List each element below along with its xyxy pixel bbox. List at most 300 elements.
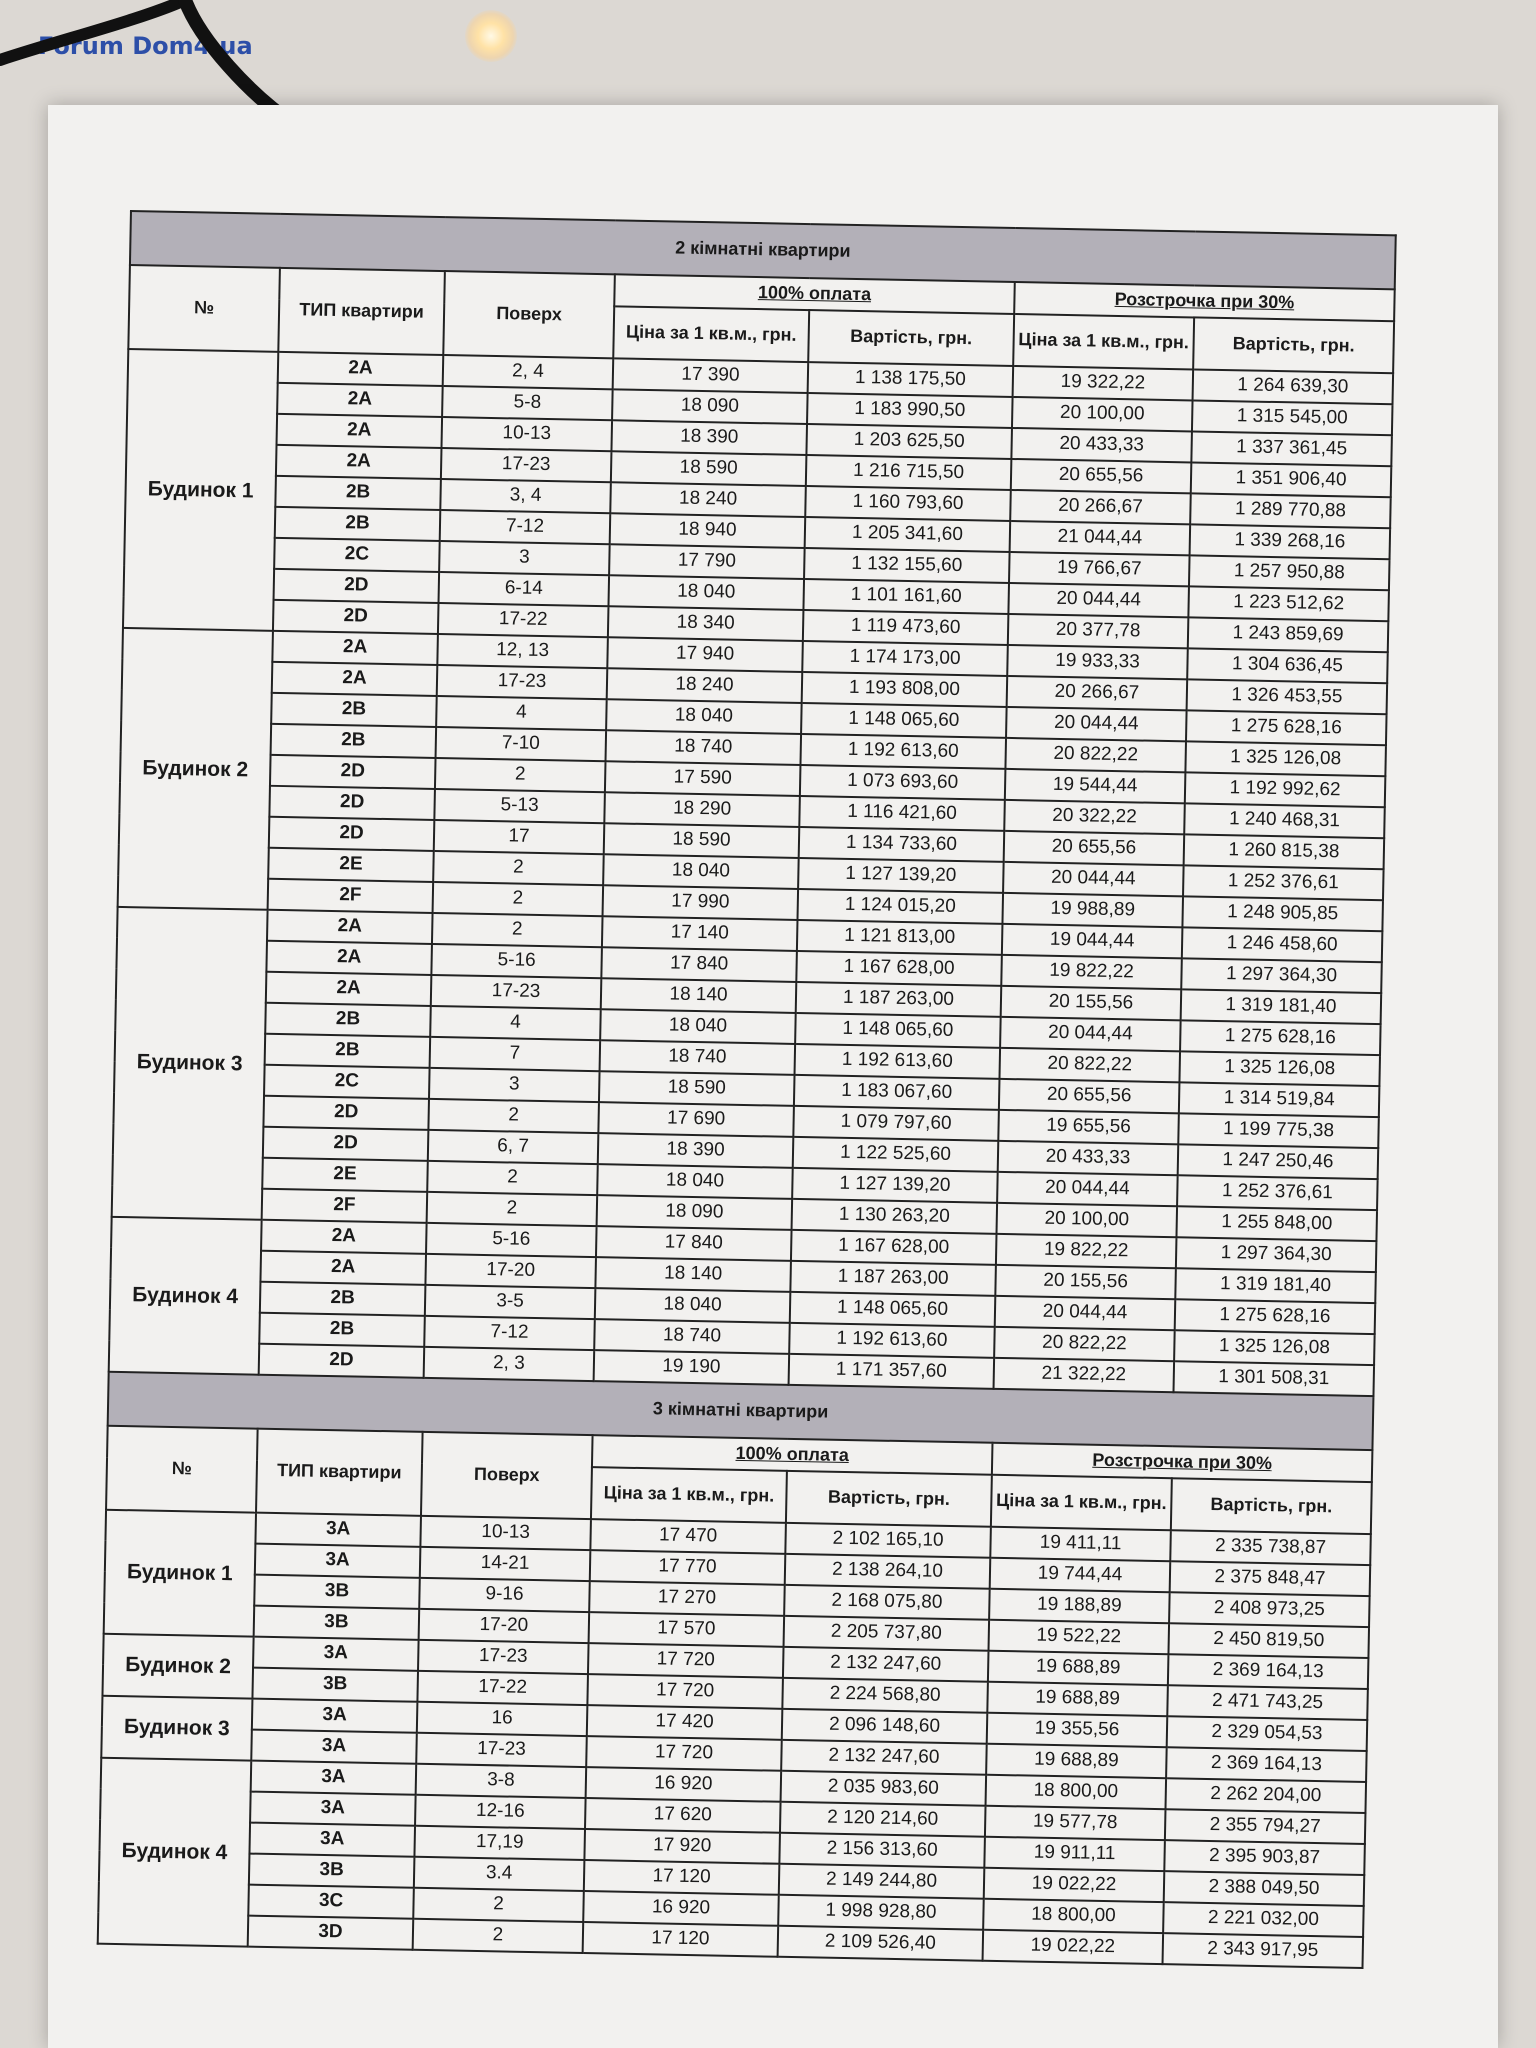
apartment-type: 2В [265,1034,431,1068]
header-floor: Поверх [443,271,615,358]
floor: 2 [413,1919,584,1953]
full-price-per-m2: 17 140 [602,916,798,951]
installment-price-per-m2: 20 655,56 [999,1079,1180,1113]
apartment-type: 2С [274,538,440,572]
apartment-type: 2А [267,910,433,944]
full-price-per-m2: 17 690 [598,1102,794,1137]
full-price-per-m2: 18 040 [608,575,804,610]
installment-total: 1 289 770,88 [1190,493,1391,528]
apartment-type: 2А [272,631,438,665]
floor: 16 [417,1702,588,1736]
full-price-per-m2: 17 840 [596,1226,792,1261]
full-total: 1 124 015,20 [797,889,1003,924]
installment-total: 1 246 458,60 [1182,927,1383,962]
floor: 2 [433,882,604,916]
installment-price-per-m2: 19 322,22 [1013,366,1194,400]
full-price-per-m2: 17 990 [603,885,799,920]
full-price-per-m2: 18 740 [600,1040,796,1075]
full-total: 1 148 065,60 [801,703,1007,738]
installment-price-per-m2: 20 266,67 [1007,676,1188,710]
full-total: 1 193 808,00 [802,672,1008,707]
installment-price-per-m2: 20 044,44 [1000,1017,1181,1051]
floor: 10-13 [420,1516,591,1550]
installment-total: 1 260 815,38 [1184,834,1385,869]
installment-total: 1 275 628,16 [1180,1020,1381,1055]
full-price-per-m2: 16 920 [583,1891,779,1926]
full-price-per-m2: 18 040 [600,1009,796,1044]
full-total: 1 122 525,60 [793,1137,999,1172]
full-total: 1 171 357,60 [789,1354,995,1389]
installment-price-per-m2: 20 044,44 [1006,707,1187,741]
house-name: Будинок 4 [109,1217,262,1375]
floor: 5-13 [434,789,605,823]
installment-price-per-m2: 19 988,89 [1002,893,1183,927]
full-price-per-m2: 18 240 [610,482,806,517]
apartment-type: 2В [259,1313,425,1347]
apartment-type: 2А [266,941,432,975]
installment-price-per-m2: 20 433,33 [998,1141,1179,1175]
full-total: 1 101 161,60 [803,579,1009,614]
installment-total: 1 275 628,16 [1175,1299,1376,1334]
full-price-per-m2: 17 270 [589,1581,785,1616]
header-type: ТИП квартири [278,268,445,355]
floor: 17-23 [416,1733,587,1767]
apartment-type: 3В [254,1575,420,1609]
floor: 12-16 [415,1795,586,1829]
apartment-type: 3D [248,1916,414,1950]
installment-total: 1 351 906,40 [1191,462,1392,497]
floor: 6, 7 [428,1130,599,1164]
full-total: 1 148 065,60 [790,1292,996,1327]
installment-total: 2 450 819,50 [1168,1623,1369,1658]
floor: 5-16 [426,1223,597,1257]
installment-total: 1 326 453,55 [1187,679,1388,714]
installment-total: 1 252 376,61 [1183,865,1384,900]
installment-total: 1 301 508,31 [1173,1361,1374,1396]
installment-price-per-m2: 21 322,22 [994,1358,1175,1392]
apartment-type: 2D [274,569,440,603]
full-total: 1 187 263,00 [790,1261,996,1296]
floor: 7 [430,1037,601,1071]
floor: 17-20 [425,1254,596,1288]
installment-total: 1 325 126,08 [1179,1051,1380,1086]
full-total: 1 205 341,60 [805,517,1011,552]
installment-total: 1 199 775,38 [1178,1113,1379,1148]
header-no: № [106,1426,258,1513]
installment-total: 2 343 917,95 [1163,1933,1364,1968]
floor: 3 [429,1068,600,1102]
installment-total: 2 221 032,00 [1163,1902,1364,1937]
floor: 3-8 [416,1764,587,1798]
floor: 2, 3 [424,1347,595,1381]
floor: 9-16 [419,1578,590,1612]
header-price-per-m2: Ціна за 1 кв.м., грн. [991,1475,1172,1530]
full-price-per-m2: 18 040 [606,699,802,734]
full-price-per-m2: 17 120 [584,1860,780,1895]
full-price-per-m2: 17 720 [587,1674,783,1709]
installment-price-per-m2: 19 822,22 [996,1234,1177,1268]
floor: 3, 4 [440,479,611,513]
header-total: Вартість, грн. [808,310,1014,366]
full-price-per-m2: 18 590 [604,823,800,858]
floor: 17-20 [419,1609,590,1643]
house-name: Будинок 2 [102,1634,253,1699]
full-total: 2 132 247,60 [781,1740,987,1775]
header-total: Вартість, грн. [786,1471,992,1527]
full-total: 1 192 613,60 [800,734,1006,769]
full-price-per-m2: 18 090 [597,1195,793,1230]
apartment-type: 3А [252,1699,418,1733]
header-type: ТИП квартири [256,1429,423,1516]
floor: 17-23 [418,1640,589,1674]
installment-total: 1 315 545,00 [1192,400,1393,435]
installment-price-per-m2: 20 100,00 [997,1203,1178,1237]
full-total: 1 183 067,60 [794,1075,1000,1110]
full-price-per-m2: 18 390 [611,420,807,455]
installment-price-per-m2: 19 188,89 [989,1589,1170,1623]
apartment-type: 3А [250,1792,416,1826]
apartment-type: 3В [249,1854,415,1888]
apartment-type: 2D [263,1096,429,1130]
full-total: 1 187 263,00 [796,982,1002,1017]
floor: 7-10 [436,727,607,761]
apartment-type: 2С [264,1065,430,1099]
floor: 17-23 [437,665,608,699]
apartment-type: 2А [276,445,442,479]
apartment-type: 3А [255,1513,421,1547]
price-list [97,210,1395,1969]
installment-total: 2 262 204,00 [1165,1778,1366,1813]
full-total: 1 134 733,60 [799,827,1005,862]
full-total: 1 127 139,20 [798,858,1004,893]
floor: 2 [427,1161,598,1195]
full-price-per-m2: 17 720 [588,1643,784,1678]
full-price-per-m2: 18 590 [599,1071,795,1106]
floor: 12, 13 [437,634,608,668]
header-installment: Розстрочка при 30% [992,1443,1373,1482]
full-price-per-m2: 17 390 [613,358,809,393]
installment-price-per-m2: 20 655,56 [1004,831,1185,865]
installment-total: 2 375 848,47 [1170,1561,1371,1596]
full-price-per-m2: 18 040 [597,1164,793,1199]
floor: 2 [428,1099,599,1133]
floor: 2 [413,1888,584,1922]
header-total: Вартість, грн. [1171,1478,1372,1534]
apartment-type: 2D [269,786,435,820]
floor: 7-12 [440,510,611,544]
full-price-per-m2: 18 390 [598,1133,794,1168]
installment-total: 1 325 126,08 [1185,741,1386,776]
installment-price-per-m2: 20 322,22 [1004,800,1185,834]
floor: 6-14 [439,572,610,606]
installment-price-per-m2: 19 577,78 [985,1806,1166,1840]
installment-price-per-m2: 18 800,00 [986,1775,1167,1809]
full-price-per-m2: 18 040 [595,1288,791,1323]
full-total: 1 121 813,00 [797,920,1003,955]
apartment-type: 2F [268,879,434,913]
installment-price-per-m2: 20 266,67 [1010,490,1191,524]
apartment-type: 3А [251,1761,417,1795]
floor: 17-22 [417,1671,588,1705]
installment-price-per-m2: 20 155,56 [1001,986,1182,1020]
floor: 2, 4 [443,355,614,389]
apartment-type: 3А [255,1544,421,1578]
apartment-type: 2В [275,476,441,510]
full-price-per-m2: 17 420 [587,1705,783,1740]
full-price-per-m2: 18 090 [612,389,808,424]
floor: 17-23 [441,448,612,482]
installment-price-per-m2: 20 433,33 [1011,428,1192,462]
floor: 2 [435,758,606,792]
floor: 2 [433,851,604,885]
header-installment: Розстрочка при 30% [1014,282,1395,321]
full-total: 1 119 473,60 [803,610,1009,645]
full-price-per-m2: 17 620 [585,1798,781,1833]
installment-total: 1 243 859,69 [1188,617,1389,652]
installment-price-per-m2: 19 766,67 [1009,552,1190,586]
installment-total: 1 240 468,31 [1184,803,1385,838]
house-name: Будинок 1 [123,349,278,631]
light-bulb-icon [465,10,517,62]
full-total: 1 148 065,60 [795,1013,1001,1048]
installment-total: 2 355 794,27 [1165,1809,1366,1844]
installment-price-per-m2: 20 655,56 [1011,459,1192,493]
installment-price-per-m2: 20 822,22 [999,1048,1180,1082]
installment-total: 2 408 973,25 [1169,1592,1370,1627]
installment-total: 1 325 126,08 [1174,1330,1375,1365]
floor: 14-21 [420,1547,591,1581]
full-total: 2 224 568,80 [782,1678,988,1713]
installment-total: 1 339 268,16 [1190,524,1391,559]
full-total: 2 156 313,60 [779,1833,985,1868]
floor: 2 [427,1192,598,1226]
installment-price-per-m2: 19 022,22 [983,1930,1164,1964]
site-watermark: Forum Dom4.ua [38,32,253,60]
floor: 5-8 [442,386,613,420]
full-price-per-m2: 18 940 [610,513,806,548]
installment-price-per-m2: 19 544,44 [1005,769,1186,803]
apartment-type: 2В [260,1282,426,1316]
installment-price-per-m2: 19 022,22 [984,1868,1165,1902]
installment-price-per-m2: 19 933,33 [1007,645,1188,679]
apartment-type: 2В [265,1003,431,1037]
installment-total: 1 319 181,40 [1175,1268,1376,1303]
section-title: 2 кімнатні квартири [130,211,1396,289]
apartment-type: 2А [272,662,438,696]
full-total: 1 216 715,50 [806,455,1012,490]
floor: 17-22 [438,603,609,637]
full-total: 1 203 625,50 [806,424,1012,459]
full-total: 2 109 526,40 [778,1926,984,1961]
installment-total: 1 248 905,85 [1182,896,1383,931]
header-price-per-m2: Ціна за 1 кв.м., грн. [1013,314,1194,369]
full-price-per-m2: 17 940 [607,637,803,672]
apartment-type: 2В [271,724,437,758]
apartment-type: 2D [259,1344,425,1378]
full-price-per-m2: 18 240 [607,668,803,703]
full-price-per-m2: 18 340 [608,606,804,641]
floor: 17,19 [414,1826,585,1860]
installment-total: 2 329 054,53 [1167,1716,1368,1751]
full-price-per-m2: 18 590 [611,451,807,486]
header-total: Вартість, грн. [1193,317,1394,373]
installment-total: 2 335 738,87 [1170,1530,1371,1565]
house-name: Будинок 4 [98,1758,252,1947]
apartment-type: 2А [278,352,444,386]
header-price-per-m2: Ціна за 1 кв.м., грн. [591,1467,787,1523]
apartment-type: 3В [254,1606,420,1640]
full-total: 1 132 155,60 [804,548,1010,583]
installment-total: 1 275 628,16 [1186,710,1387,745]
full-total: 2 102 165,10 [785,1523,991,1558]
full-price-per-m2: 17 920 [584,1829,780,1864]
installment-total: 2 388 049,50 [1164,1871,1365,1906]
floor: 5-16 [431,944,602,978]
floor: 4 [430,1006,601,1040]
house-name: Будинок 3 [112,907,268,1220]
floor: 3 [439,541,610,575]
apartment-type: 2F [262,1189,428,1223]
full-price-per-m2: 18 040 [603,854,799,889]
installment-price-per-m2: 19 355,56 [987,1713,1168,1747]
full-price-per-m2: 17 770 [590,1550,786,1585]
floor: 10-13 [441,417,612,451]
full-total: 1 167 628,00 [791,1230,997,1265]
installment-total: 2 369 164,13 [1168,1654,1369,1689]
installment-price-per-m2: 19 411,11 [990,1527,1171,1561]
apartment-type: 3С [248,1885,414,1919]
header-full-payment: 100% оплата [592,1435,993,1475]
full-total: 2 205 737,80 [784,1616,990,1651]
installment-price-per-m2: 19 688,89 [987,1682,1168,1716]
installment-price-per-m2: 20 377,78 [1008,614,1189,648]
apartment-type: 2Е [268,848,434,882]
full-total: 1 160 793,60 [805,486,1011,521]
full-total: 1 192 613,60 [795,1044,1001,1079]
apartment-type: 2D [269,817,435,851]
full-price-per-m2: 17 590 [605,761,801,796]
full-total: 1 138 175,50 [808,362,1014,397]
installment-price-per-m2: 20 155,56 [995,1265,1176,1299]
installment-total: 2 369 164,13 [1166,1747,1367,1782]
header-price-per-m2: Ціна за 1 кв.м., грн. [613,306,809,362]
apartment-type: 3А [251,1730,417,1764]
installment-price-per-m2: 19 522,22 [988,1620,1169,1654]
header-no: № [128,265,280,352]
full-price-per-m2: 16 920 [586,1767,782,1802]
apartment-type: 2D [273,600,439,634]
apartment-type: 2Е [262,1158,428,1192]
installment-total: 1 247 250,46 [1178,1144,1379,1179]
full-total: 1 167 628,00 [796,951,1002,986]
apartment-type: 2А [261,1220,427,1254]
floor: 17 [434,820,605,854]
full-price-per-m2: 18 140 [595,1257,791,1292]
installment-total: 1 314 519,84 [1179,1082,1380,1117]
full-total: 1 127 139,20 [792,1168,998,1203]
full-price-per-m2: 17 790 [609,544,805,579]
installment-total: 1 252 376,61 [1177,1175,1378,1210]
installment-total: 1 257 950,88 [1189,555,1390,590]
installment-total: 1 337 361,45 [1191,431,1392,466]
full-total: 1 183 990,50 [807,393,1013,428]
installment-price-per-m2: 19 688,89 [986,1744,1167,1778]
full-total: 1 130 263,20 [792,1199,998,1234]
header-floor: Поверх [421,1432,593,1519]
installment-total: 2 471 743,25 [1167,1685,1368,1720]
price-table [97,210,1397,1969]
full-price-per-m2: 17 570 [589,1612,785,1647]
installment-price-per-m2: 20 822,22 [994,1327,1175,1361]
apartment-type: 3А [249,1823,415,1857]
installment-price-per-m2: 21 044,44 [1010,521,1191,555]
apartment-type: 2D [270,755,436,789]
installment-price-per-m2: 20 044,44 [995,1296,1176,1330]
installment-total: 1 304 636,45 [1187,648,1388,683]
full-price-per-m2: 17 840 [601,947,797,982]
installment-price-per-m2: 19 688,89 [988,1651,1169,1685]
installment-price-per-m2: 20 044,44 [997,1172,1178,1206]
installment-price-per-m2: 18 800,00 [983,1899,1164,1933]
floor: 2 [432,913,603,947]
installment-price-per-m2: 19 744,44 [990,1558,1171,1592]
installment-price-per-m2: 19 655,56 [998,1110,1179,1144]
full-price-per-m2: 17 120 [583,1922,779,1957]
apartment-type: 2В [275,507,441,541]
apartment-type: 3А [253,1637,419,1671]
house-name: Будинок 1 [104,1510,256,1637]
floor: 17-23 [431,975,602,1009]
installment-total: 1 255 848,00 [1176,1206,1377,1241]
installment-total: 1 264 639,30 [1193,369,1394,404]
floor: 4 [436,696,607,730]
full-price-per-m2: 17 720 [586,1736,782,1771]
full-total: 2 132 247,60 [783,1647,989,1682]
full-price-per-m2: 18 140 [601,978,797,1013]
full-total: 1 998 928,80 [778,1895,984,1930]
section-title: 3 кімнатні квартири [108,1372,1374,1450]
full-total: 2 138 264,10 [785,1554,991,1589]
apartment-type: 2D [263,1127,429,1161]
apartment-type: 2А [277,414,443,448]
full-total: 2 168 075,80 [784,1585,990,1620]
installment-total: 1 192 992,62 [1185,772,1386,807]
full-price-per-m2: 18 740 [594,1319,790,1354]
floor: 3-5 [425,1285,596,1319]
installment-price-per-m2: 19 044,44 [1002,924,1183,958]
installment-price-per-m2: 20 044,44 [1008,583,1189,617]
full-total: 1 192 613,60 [789,1323,995,1358]
installment-total: 1 297 364,30 [1176,1237,1377,1272]
installment-price-per-m2: 19 911,11 [984,1837,1165,1871]
full-price-per-m2: 17 470 [590,1519,786,1554]
floor: 3.4 [414,1857,585,1891]
full-price-per-m2: 19 190 [594,1350,790,1385]
installment-total: 1 319 181,40 [1181,989,1382,1024]
installment-price-per-m2: 20 044,44 [1003,862,1184,896]
installment-total: 1 297 364,30 [1181,958,1382,993]
apartment-type: 2А [266,972,432,1006]
full-total: 2 035 983,60 [781,1771,987,1806]
floor: 7-12 [424,1316,595,1350]
installment-total: 2 395 903,87 [1164,1840,1365,1875]
full-total: 2 096 148,60 [782,1709,988,1744]
house-name: Будинок 2 [118,628,273,910]
full-total: 1 079 797,60 [793,1106,999,1141]
installment-price-per-m2: 20 100,00 [1012,397,1193,431]
installment-price-per-m2: 20 822,22 [1005,738,1186,772]
full-price-per-m2: 18 290 [604,792,800,827]
